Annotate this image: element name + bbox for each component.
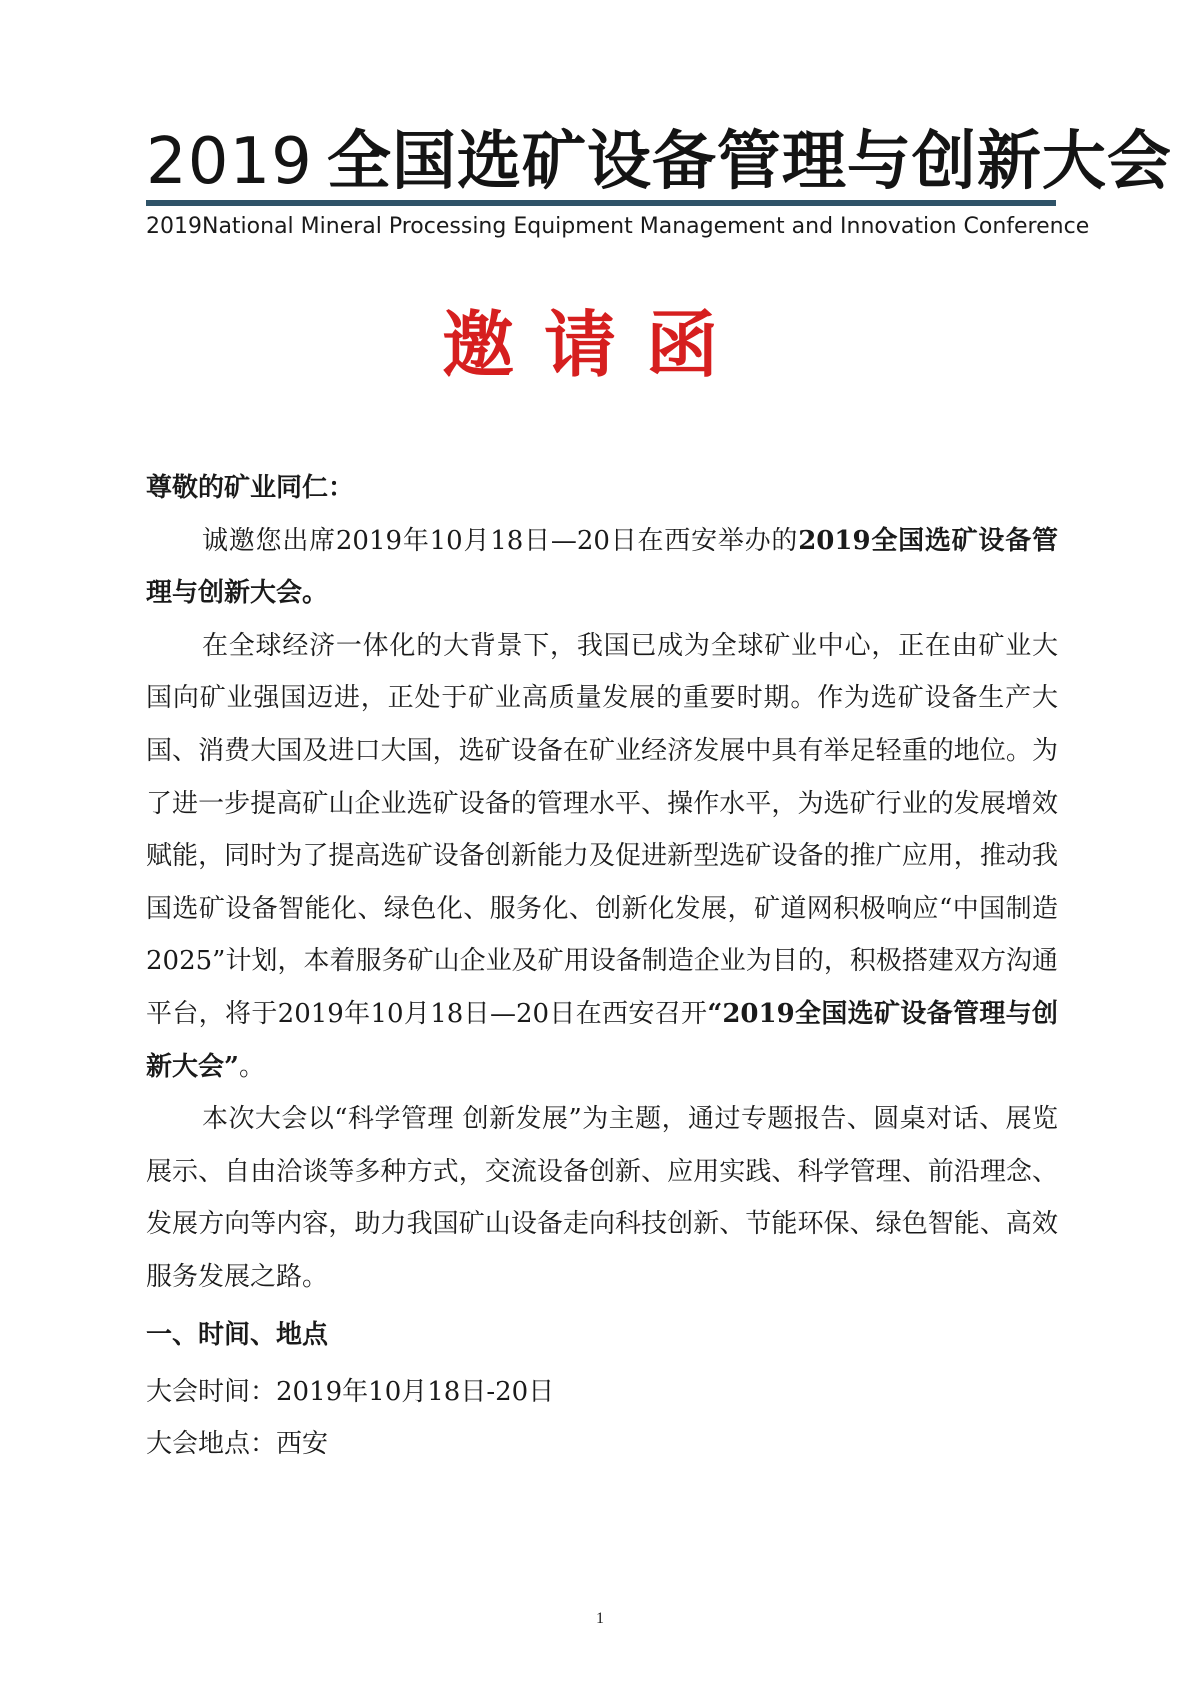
- salutation: 尊敬的矿业同仁：: [146, 473, 355, 503]
- paragraph-theme: 本次大会以“科学管理 创新发展”为主题，通过专题报告、圆桌对话、展览展示、自由洽谈等多种方式，交流设备创新、应用实践、科学管理、前沿理念、发展方向等内容，助力我国矿山设备走向科技创新、节能环保、绿色智能、高效服务发展之路。: [146, 1104, 1058, 1292]
- letter-body: [146, 462, 1058, 1471]
- paragraph-invitation-text: 诚邀您出席2019年10月18日—20日在西安举办的: [202, 525, 799, 556]
- paragraph-invitation: [146, 515, 1058, 620]
- conference-title: [146, 125, 1172, 199]
- page-number: 1: [596, 1610, 604, 1627]
- conference-subtitle-english: 2019National Mineral Processing Equipment Management and Innovation Conference: [146, 214, 1090, 239]
- paragraph-background: [146, 620, 1058, 1093]
- conference-year: 2019: [146, 125, 313, 199]
- paragraph-background-text: 在全球经济一体化的大背景下，我国已成为全球矿业中心，正在由矿业大国向矿业强国迈进，正处于矿业高质量发展的重要时期。作为选矿设备生产大国、消费大国及进口大国，选矿设备在矿业经济发展中具有举足轻重的地位。为了进一步提高矿山企业选矿设备的管理水平、操作水平，为选矿行业的发展增效赋能，同时为了提高选矿设备创新能力及促进新型选矿设备的推广应用，推动我国选矿设备智能化、绿色化、服务化、创新化发展，矿道网积极响应“中国制造2025”计划，本着服务矿山企业及矿用设备制造企业为目的，积极搭建双方沟通平台，将于2019年10月18日—20日在西安召开: [146, 630, 1058, 1029]
- paragraph-invitation-bold: 2019全国选矿设备管理与创新大会。: [146, 525, 1058, 609]
- paragraph-background-tail: 。: [238, 1051, 265, 1082]
- section-heading-time-place: 一、时间、地点: [146, 1319, 329, 1350]
- paragraph-background-bold: “2019全国选矿设备管理与创新大会”: [146, 998, 1058, 1082]
- invitation-title: 邀请函: [441, 303, 748, 387]
- conference-place: 大会地点：西安: [146, 1429, 329, 1460]
- conference-name: 全国选矿设备管理与创新大会: [326, 125, 1172, 199]
- header-divider: [146, 200, 1056, 206]
- conference-time: 大会时间：2019年10月18日-20日: [146, 1376, 555, 1407]
